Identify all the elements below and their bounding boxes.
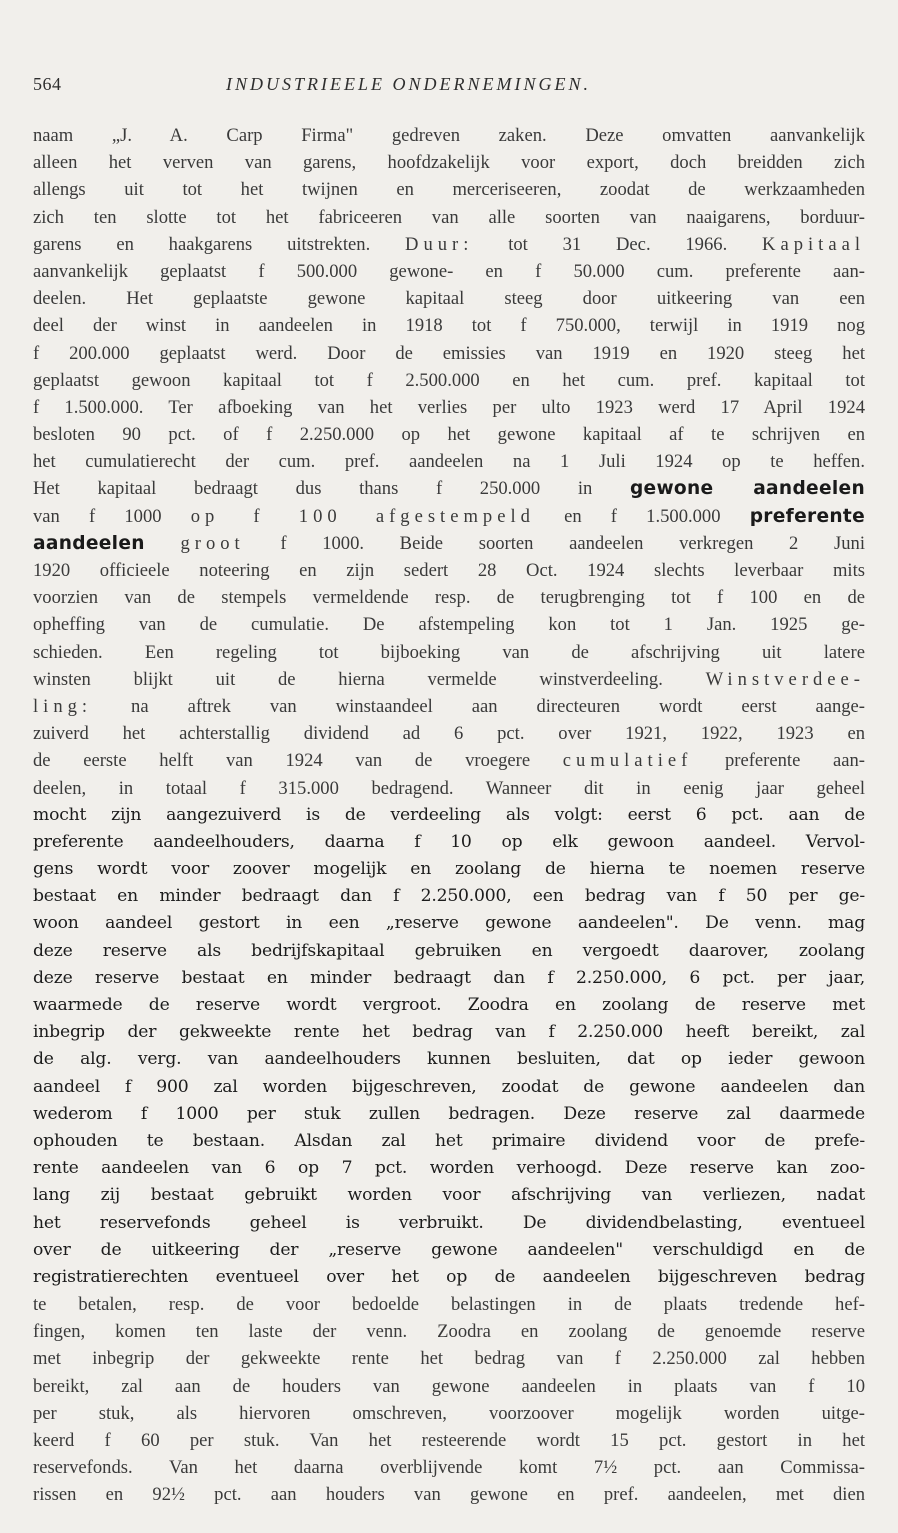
text-line: [33, 231, 865, 258]
text-line: [33, 1128, 865, 1155]
text-run: voorzien van de stempels vermeldende resp. de terugbrenging tot f 100 en de: [33, 587, 865, 609]
text-run: deze reserve bestaat en minder bedraagt dan f 2.250.000, 6 pct. per jaar,: [33, 967, 865, 988]
text-run: opheffing van de cumulatie. De afstempeling kon tot 1 Jan. 1925 ge-: [33, 614, 865, 636]
text-line: [33, 1237, 865, 1264]
text-run: geplaatst gewoon kapitaal tot f 2.500.000 en het cum. pref. kapitaal tot: [33, 369, 865, 391]
text-run: deelen, in totaal f 315.000 bedragend. Wanneer dit in eenig jaar geheel: [33, 777, 865, 799]
text-line: [33, 720, 865, 747]
text-line: [33, 503, 865, 530]
text-run: allengs uit tot het twijnen en merceriseeren, zoodat de werkzaamheden: [33, 179, 865, 201]
text-line: [33, 1101, 865, 1128]
text-line: [33, 666, 865, 693]
text-run: besloten 90 pct. of f 2.250.000 op het gewone kapitaal af te schrijven en: [33, 424, 865, 446]
text-line: [33, 557, 865, 584]
spaced-term: groot: [180, 532, 245, 554]
text-run: aandeel f 900 zal worden bijgeschreven, zoodat de gewone aandeelen dan: [33, 1076, 865, 1097]
text-line: [33, 1345, 865, 1372]
text-run: over de uitkeering der „reserve gewone aandeelen" verschuldigd en de: [33, 1239, 865, 1260]
text-run: gens wordt voor zoover mogelijk en zoolang de hierna te noemen reserve: [33, 859, 865, 880]
text-run: de eerste helft van 1924 van de vroegere: [33, 750, 563, 772]
text-run: deze reserve als bedrijfskapitaal gebruiken en vergoedt daarover, zoolang: [33, 940, 865, 961]
text-run: preferente aandeelhouders, daarna f 10 op elk gewoon aandeel. Vervol-: [33, 831, 865, 852]
text-line: [33, 1210, 865, 1237]
text-line: [33, 1481, 865, 1508]
text-line: [33, 938, 865, 965]
text-run: alleen het verven van garens, hoofdzakelijk voor export, doch breidden zich: [33, 152, 865, 174]
running-title: INDUSTRIEELE ONDERNEMINGEN.: [226, 74, 591, 94]
text-run: f 1000. Beide soorten aandeelen verkregen 2 Juni: [244, 532, 865, 554]
text-run: garens en haakgarens uitstrekten.: [33, 233, 406, 255]
text-line: [33, 1427, 865, 1454]
text-line: [33, 122, 865, 149]
text-line: [33, 1074, 865, 1101]
text-run: het reservefonds geheel is verbruikt. De dividendbelasting, eventueel: [33, 1212, 865, 1233]
text-line: [33, 775, 865, 802]
text-line: [33, 312, 865, 339]
text-run: bereikt, zal aan de houders van gewone aandeelen in plaats van f 10: [33, 1375, 865, 1397]
text-line: [33, 639, 865, 666]
text-line: [33, 367, 865, 394]
text-line: [33, 1046, 865, 1073]
text-line: [33, 1400, 865, 1427]
text-line: [33, 965, 865, 992]
text-run: fingen, komen ten laste der venn. Zoodra en zoolang de genoemde reserve: [33, 1321, 865, 1343]
text-line: [33, 204, 865, 231]
spaced-term: Duur:: [405, 233, 474, 255]
text-line: [33, 829, 865, 856]
text-line: [33, 747, 865, 774]
text-run: bestaat en minder bedraagt dan f 2.250.000, een bedrag van f 50 per ge-: [33, 886, 865, 907]
bold-term: gewone aandeelen: [629, 478, 865, 500]
text-run: Het kapitaal bedraagt dus thans f 250.000 in: [33, 478, 630, 500]
page-number: 564: [33, 74, 62, 94]
spaced-term: ling:: [33, 695, 93, 717]
body-text: [33, 122, 865, 1509]
text-line: [33, 992, 865, 1019]
text-run: tot 31 Dec. 1966.: [473, 233, 763, 255]
text-run: na aftrek van winstaandeel aan directeuren wordt eerst aange-: [92, 695, 865, 717]
text-line: [33, 340, 865, 367]
text-run: de alg. verg. van aandeelhouders kunnen besluiten, dat op ieder gewoon: [33, 1049, 865, 1070]
text-run: f 200.000 geplaatst werd. Door de emissies van 1919 en 1920 steeg het: [33, 342, 865, 364]
text-line: [33, 1019, 865, 1046]
text-run: wederom f 1000 per stuk zullen bedragen. Deze reserve zal daarmede: [33, 1103, 865, 1124]
text-line: [33, 149, 865, 176]
text-run: mocht zijn aangezuiverd is de verdeeling als volgt: eerst 6 pct. aan de: [33, 804, 865, 825]
text-run: preferente aan-: [692, 750, 865, 772]
text-line: [33, 1264, 865, 1291]
text-run: zich ten slotte tot het fabriceeren van alle soorten van naaigarens, borduur-: [33, 206, 865, 228]
text-run: [145, 533, 181, 554]
text-run: en f 1.500.000: [534, 505, 750, 527]
text-line: [33, 475, 865, 502]
text-run: registratierechten eventueel over het op de aandeelen bijgeschreven bedrag: [33, 1266, 865, 1287]
spaced-term: Winstverdee-: [705, 668, 865, 690]
text-line: [33, 285, 865, 312]
text-run: woon aandeel gestort in een „reserve gewone aandeelen". De venn. mag: [33, 913, 865, 934]
text-run: deel der winst in aandeelen in 1918 tot f 750.000, terwijl in 1919 nog: [33, 315, 865, 337]
text-line: [33, 910, 865, 937]
text-run: deelen. Het geplaatste gewone kapitaal steeg door uitkeering van een: [33, 288, 865, 310]
bold-term: preferente: [749, 505, 865, 527]
text-line: [33, 856, 865, 883]
text-line: [33, 1373, 865, 1400]
text-run: inbegrip der gekweekte rente het bedrag van f 2.250.000 heeft bereikt, zal: [33, 1022, 865, 1043]
bold-term: aandeelen: [33, 532, 145, 554]
text-run: rissen en 92½ pct. aan houders van gewone en pref. aandeelen, met dien: [33, 1484, 865, 1506]
text-run: f 1.500.000. Ter afboeking van het verlies per ulto 1923 werd 17 April 1924: [33, 396, 865, 418]
text-run: met inbegrip der gekweekte rente het bedrag van f 2.250.000 zal hebben: [33, 1348, 865, 1370]
text-line: [33, 530, 865, 557]
text-run: 1920 officieele noteering en zijn sedert 28 Oct. 1924 slechts leverbaar mits: [33, 560, 865, 581]
text-run: rente aandeelen van 6 op 7 pct. worden verhoogd. Deze reserve kan zoo-: [33, 1158, 865, 1179]
text-line: [33, 584, 865, 611]
text-line: [33, 1318, 865, 1345]
text-line: [33, 448, 865, 475]
text-line: [33, 258, 865, 285]
text-line: [33, 802, 865, 829]
text-line: [33, 394, 865, 421]
text-run: ophouden te bestaan. Alsdan zal het primaire dividend voor de prefe-: [33, 1130, 865, 1151]
text-line: [33, 1291, 865, 1318]
text-run: zuiverd het achterstallig dividend ad 6 pct. over 1921, 1922, 1923 en: [33, 723, 865, 745]
text-line: [33, 883, 865, 910]
text-run: reservefonds. Van het daarna overblijvende komt 7½ pct. aan Commissa-: [33, 1457, 865, 1479]
text-run: schieden. Een regeling tot bijboeking van de afschrijving uit latere: [33, 641, 865, 663]
text-run: waarmede de reserve wordt vergroot. Zoodra en zoolang de reserve met: [33, 995, 865, 1015]
text-run: keerd f 60 per stuk. Van het resteerende wordt 15 pct. gestort in het: [33, 1430, 865, 1451]
text-line: [33, 421, 865, 448]
text-line: [33, 1454, 865, 1481]
text-run: te betalen, resp. de voor bedoelde belastingen in de plaats tredende hef-: [33, 1294, 865, 1316]
spaced-term: op f 100 afgestempeld: [190, 505, 535, 527]
text-line: [33, 1155, 865, 1182]
text-run: het cumulatierecht der cum. pref. aandeelen na 1 Juli 1924 op te heffen.: [33, 451, 865, 473]
text-line: [33, 176, 865, 203]
text-run: van f 1000: [33, 505, 191, 527]
running-header: [33, 74, 865, 100]
text-run: naam „J. A. Carp Firma" gedreven zaken. Deze omvatten aanvankelijk: [33, 125, 865, 146]
text-run: per stuk, als hiervoren omschreven, voorzoover mogelijk worden uitge-: [33, 1402, 865, 1424]
spaced-term: cumulatief: [562, 750, 693, 772]
text-run: winsten blijkt uit de hierna vermelde winstverdeeling.: [33, 668, 706, 690]
text-line: [33, 1182, 865, 1209]
text-run: lang zij bestaat gebruikt worden voor afschrijving van verliezen, nadat: [33, 1185, 865, 1206]
text-line: [33, 693, 865, 720]
spaced-term: Kapitaal: [762, 233, 865, 255]
text-run: aanvankelijk geplaatst f 500.000 gewone- en f 50.000 cum. preferente aan-: [33, 260, 865, 282]
text-line: [33, 611, 865, 638]
